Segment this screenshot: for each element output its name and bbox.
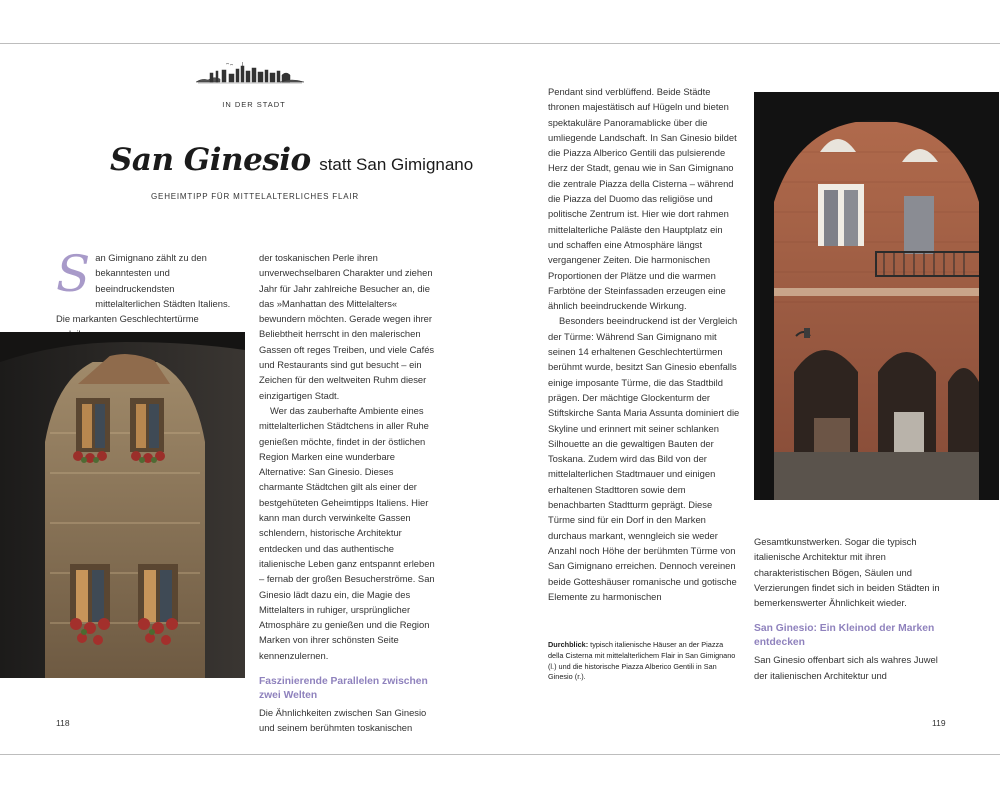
col3-paragraph-1: Pendant sind verblüffend. Beide Städte thronen majestätisch auf Hügeln und bieten spektakuläre Panoramablicke über die umliegende Landschaft. In San Ginesio bildet die Piazza Alberico Gentili das pulsierende Herz der Stadt, genau wie in San Gimignano die zentrale Piazza della Cisterna – während die Piazza del Duomo das religiöse und politische Zentrum ist. Hier wie dort rahmen mittelalterliche Paläste den Hauptplatz ein und schaffen eine Atmosphäre längst vergangener Zeiten. Die harmonischen Proportionen der Plätze und die warmen Farbtöne der Steinfassaden erzeugen eine ähnlich beeindruckende Wirkung. xyxy=(548,86,737,312)
photo-san-gimignano xyxy=(0,332,245,678)
title-rest: statt San Gimignano xyxy=(319,155,474,174)
caption-text: typisch italienische Häuser an der Piazza della Cisterna mit mittelalterlichem Flair in San Gimignano (l.) und die historische Piazza Alberico Gentili in San Ginesio (r.). xyxy=(548,640,736,682)
col2-paragraph-3: Die Ähnlichkeiten zwischen San Ginesio und seinem berühmten toskanischen xyxy=(259,707,427,734)
column-2 xyxy=(259,250,437,736)
page-number-right: 119 xyxy=(932,718,946,728)
left-page xyxy=(0,44,500,754)
column-3 xyxy=(548,84,740,604)
article-title xyxy=(110,142,474,178)
column-4 xyxy=(754,534,944,683)
caption-lead: Durchblick: xyxy=(548,640,589,649)
col4-paragraph-1: Gesamtkunstwerken. Sogar die typisch italienische Architektur mit ihren charakteristischen Bögen, Säulen und Verzierungen findet sich in beiden Städten in bemerkenswerter Ähnlichkeit wieder. xyxy=(754,536,940,609)
book-spread xyxy=(0,43,1000,755)
drop-cap: S xyxy=(56,245,91,303)
col3-paragraph-2: Besonders beeindruckend ist der Vergleich der Türme: Während San Gimignano mit seinen 14 erhaltenen Geschlechtertürmen berühmt wurde, besitzt San Ginesio ebenfalls einige imposante Türme, die das Stadtbild prägen. Der mächtige Glockenturm der Stiftskirche Santa Maria Assunta dominiert die Skyline und erinnert mit seiner schlanken Silhouette an die gewaltigen Bauten der Toskana. Zudem wird das Bild von der mittelalterlichen Stadtmauer und einigen erhaltenen Stadttoren sowie dem benachbarten Stadtturm geprägt. Diese Türme sind für ein Dorf in den Marken durchaus markant, wenngleich sie weder Anzahl noch Höhe der berühmten Türme von San Gimignano erreichen. Dennoch vereinen beide Gotteshäuser romanische und gotische Elemente zu harmonischen xyxy=(548,315,740,602)
right-page xyxy=(500,44,1000,754)
subheading-parallels: Faszinierende Parallelen zwischen zwei Welten xyxy=(259,676,428,702)
col2-paragraph-2: Wer das zauberhafte Ambiente eines mittelalterlichen Städtchens in aller Ruhe genießen möchte, findet in der östlichen Region Marken eine wunderbare Alternative: San Ginesio. Dieses charmante Städtchen gilt als einer der bestgehüteten Geheimtipps Italiens. Hier kann man durch verwinkelte Gassen schlendern, historische Architektur entdecken und das authentische italienische Leben ganz entspannt erleben – fernab der großen Besucherströme. San Ginesio lädt dazu ein, die Magie des Mittelalters in ruhiger, ursprünglicher Atmosphäre zu genießen und die Region Marken von ihrer schönsten Seite kennenzulernen. xyxy=(259,404,435,661)
photo-caption xyxy=(548,640,738,683)
section-label: IN DER STADT xyxy=(222,100,286,109)
page-number-left: 118 xyxy=(56,718,70,728)
subheading-kleinod: San Ginesio: Ein Kleinod der Marken entdecken xyxy=(754,623,935,649)
col2-paragraph-1: der toskanischen Perle ihren unverwechselbaren Charakter und ziehen Jahr für Jahr zahlreiche Besucher an, die das »Manhattan des Mittelalters« bewundern möchten. Gerade wegen ihrer Beliebtheit herrscht in den malerischen Gassen oft reges Treiben, und viele Cafés und Restaurants sind gut besucht – ein Zeichen für den weltweiten Ruhm dieser einzigartigen Stadt. xyxy=(259,252,435,401)
col4-paragraph-2: San Ginesio offenbart sich als wahres Juwel der italienischen Architektur und xyxy=(754,654,938,681)
city-skyline-icon xyxy=(196,61,304,87)
intro-paragraph: an Gimignano zählt zu den bekanntesten und beeindruckendsten mittelalterlichen Städten Italiens. Die markanten Geschlechtertürme xyxy=(56,252,231,325)
photo-san-ginesio xyxy=(754,92,999,500)
column-1 xyxy=(56,245,236,342)
article-subtitle: GEHEIMTIPP FÜR MITTELALTERLICHES FLAIR xyxy=(151,192,359,201)
title-script: San Ginesio xyxy=(110,142,311,178)
